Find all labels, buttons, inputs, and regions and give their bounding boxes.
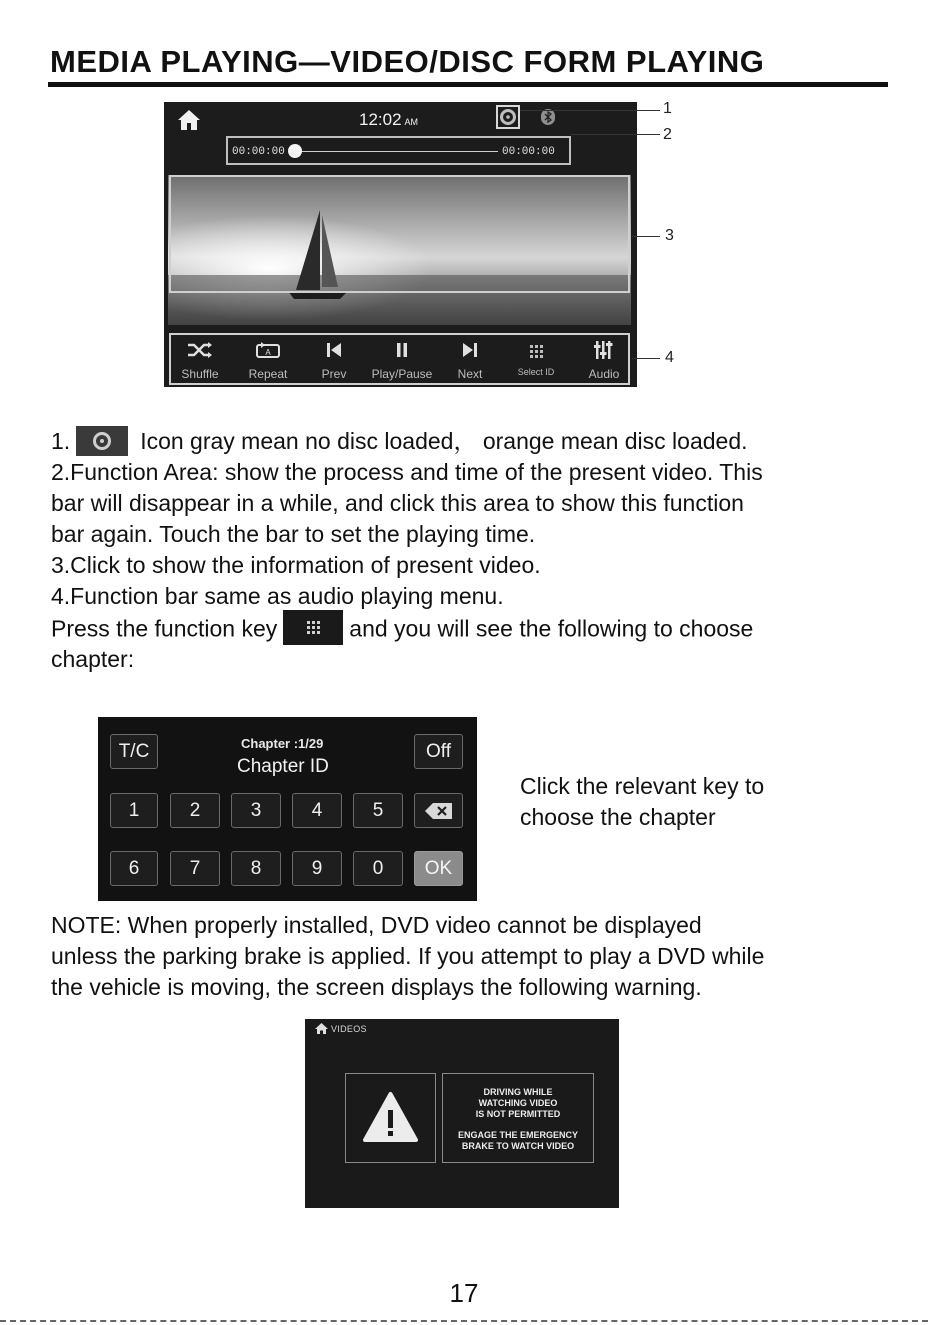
callout-2: 2	[663, 126, 672, 143]
digit-4-button[interactable]: 4	[292, 793, 342, 828]
callout-3: 3	[665, 227, 674, 244]
digit-8-button[interactable]: 8	[231, 851, 281, 886]
repeat-icon	[254, 341, 282, 359]
digit-0-button[interactable]: 0	[353, 851, 403, 886]
digit-7-button[interactable]: 7	[170, 851, 220, 886]
callout-line-3	[632, 236, 660, 237]
shuffle-icon	[186, 341, 214, 359]
item-4: 4.Function bar same as audio playing menu.	[51, 583, 504, 609]
home-icon[interactable]	[314, 1022, 329, 1035]
prev-button[interactable]: Prev	[299, 337, 369, 381]
progress-function-area[interactable]	[226, 136, 571, 165]
title-underline	[48, 82, 888, 87]
next-icon	[460, 341, 480, 359]
disc-icon	[76, 426, 128, 456]
keypad-note-line-2: choose the chapter	[520, 804, 716, 830]
videos-header: VIDEOS	[331, 1024, 367, 1034]
item-2-line-2: bar will disappear in a while, and click this area to show this function	[51, 490, 744, 516]
backspace-button[interactable]	[414, 793, 463, 828]
progress-knob[interactable]	[288, 144, 302, 158]
callout-line-4	[632, 358, 660, 359]
warning-triangle-icon	[346, 1074, 435, 1162]
page-bottom-rule	[0, 1320, 928, 1322]
video-player-screenshot	[164, 102, 637, 387]
svg-text:A: A	[265, 348, 271, 357]
play-pause-button[interactable]: Play/Pause	[367, 337, 437, 381]
note-line-3: the vehicle is moving, the screen displays the following warning.	[51, 974, 702, 1000]
item-3: 3.Click to show the information of present video.	[51, 552, 541, 578]
disc-status-icon[interactable]	[496, 105, 520, 129]
press-instruction-line-2: chapter:	[51, 646, 135, 672]
digit-5-button[interactable]: 5	[353, 793, 403, 828]
warning-message-panel: DRIVING WHILE WATCHING VIDEO IS NOT PERMITTED ENGAGE THE EMERGENCY BRAKE TO WATCH VIDEO	[442, 1073, 594, 1163]
callout-1: 1	[663, 100, 672, 117]
function-key-icon	[283, 610, 343, 645]
keypad-note-line-1: Click the relevant key to	[520, 773, 765, 799]
press-instruction: Press the function key and you will see the following to choose	[51, 613, 753, 648]
digit-1-button[interactable]: 1	[110, 793, 158, 828]
ok-button[interactable]: OK	[414, 851, 463, 886]
page-title: MEDIA PLAYING—VIDEO/DISC FORM PLAYING	[50, 44, 765, 79]
callout-line-2	[571, 134, 660, 135]
digit-3-button[interactable]: 3	[231, 793, 281, 828]
grid-icon	[527, 341, 545, 359]
total-time: 00:00:00	[502, 146, 555, 158]
tc-button[interactable]: T/C	[110, 734, 158, 769]
next-button[interactable]: Next	[435, 337, 505, 381]
item-2-line-1: 2.Function Area: show the process and time of the present video. This	[51, 459, 763, 485]
callout-line-1	[520, 110, 660, 111]
backspace-icon	[424, 802, 454, 820]
digit-6-button[interactable]: 6	[110, 851, 158, 886]
select-id-button[interactable]: Select ID	[501, 337, 571, 377]
function-bar	[169, 333, 630, 385]
chapter-id-title: Chapter ID	[237, 756, 329, 777]
note-line-1: NOTE: When properly installed, DVD video cannot be displayed	[51, 912, 702, 938]
home-icon[interactable]	[176, 108, 202, 132]
chapter-keypad-screenshot	[98, 717, 477, 901]
item-1: 1. Icon gray mean no disc loaded， orange mean disc loaded.	[51, 426, 748, 458]
parking-brake-warning-screenshot	[305, 1019, 619, 1208]
prev-icon	[324, 341, 344, 359]
clock: 12:02 AM	[359, 110, 419, 129]
digit-9-button[interactable]: 9	[292, 851, 342, 886]
off-button[interactable]: Off	[414, 734, 463, 769]
callout-4: 4	[665, 349, 674, 366]
warning-icon-panel	[345, 1073, 436, 1163]
digit-2-button[interactable]: 2	[170, 793, 220, 828]
equalizer-icon	[593, 340, 615, 360]
shuffle-button[interactable]: Shuffle	[165, 337, 235, 381]
elapsed-time: 00:00:00	[232, 146, 285, 158]
note-line-2: unless the parking brake is applied. If you attempt to play a DVD while	[51, 943, 765, 969]
page-number: 17	[449, 1278, 479, 1308]
chapter-counter: Chapter :1/29	[241, 736, 324, 751]
video-info-area-outline	[169, 175, 630, 293]
progress-track[interactable]	[298, 151, 498, 152]
item-2-line-3: bar again. Touch the bar to set the playing time.	[51, 521, 536, 547]
pause-icon	[393, 341, 411, 359]
audio-button[interactable]: Audio	[569, 337, 639, 381]
repeat-button[interactable]: A Repeat	[233, 337, 303, 381]
